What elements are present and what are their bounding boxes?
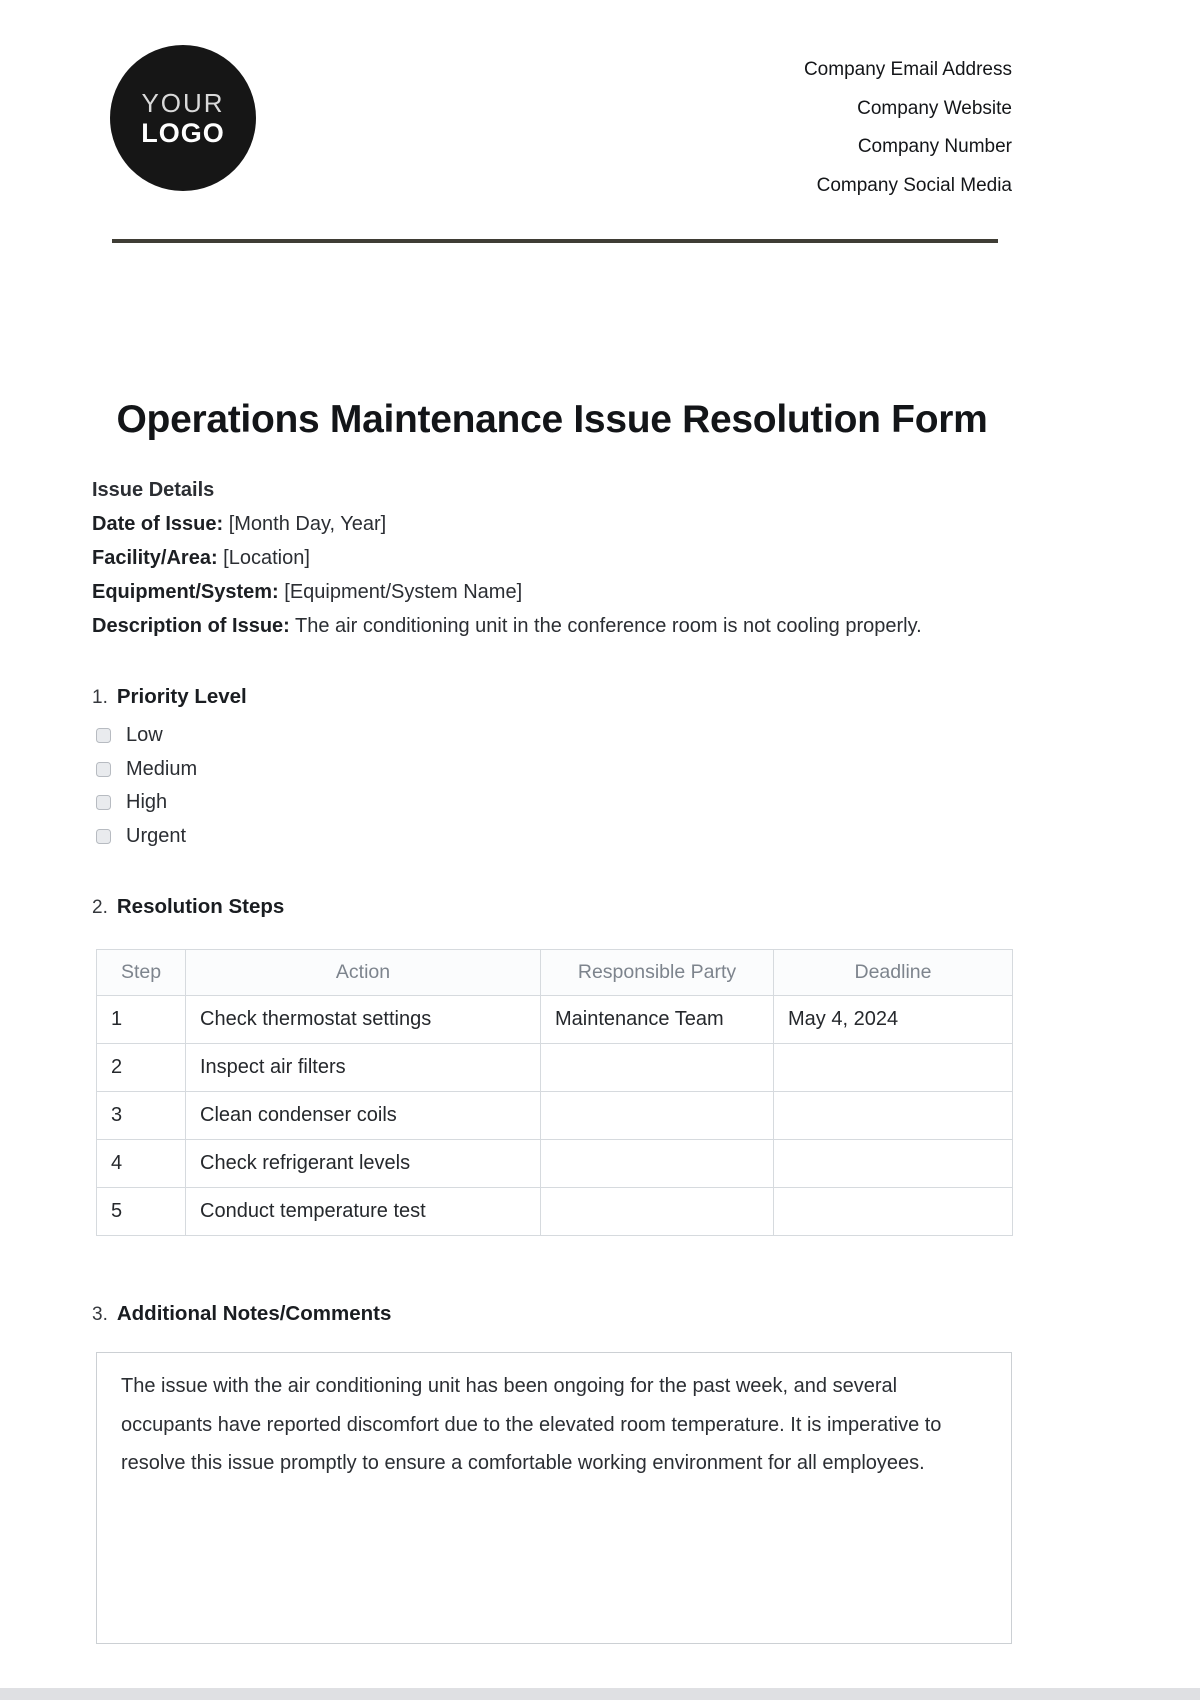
contact-line-number: Company Number xyxy=(857,136,1012,157)
company-contact-info xyxy=(804,51,1012,205)
column-header-responsible-party: Responsible Party xyxy=(541,950,774,996)
header xyxy=(92,0,1012,205)
field-date-of-issue xyxy=(92,507,1012,541)
checkbox-medium-icon[interactable] xyxy=(96,762,111,777)
notes-section-title: Additional Notes/Comments xyxy=(116,1302,392,1325)
additional-notes-section xyxy=(92,1302,1012,1644)
priority-level-heading xyxy=(92,685,1012,709)
resolution-steps-heading xyxy=(92,895,1012,919)
column-header-deadline: Deadline xyxy=(774,950,1013,996)
cell-step: 1 xyxy=(97,996,186,1044)
priority-section-number: 1. xyxy=(92,687,108,708)
field-description-value: The air conditioning unit in the conference room is not cooling properly. xyxy=(295,615,922,637)
column-header-action: Action xyxy=(186,950,541,996)
cell-step: 5 xyxy=(97,1188,186,1236)
field-equipment-value: [Equipment/System Name] xyxy=(284,581,523,603)
checkbox-high-icon[interactable] xyxy=(96,795,111,810)
cell-action: Clean condenser coils xyxy=(186,1092,541,1140)
cell-deadline xyxy=(774,1188,1013,1236)
notes-section-number: 3. xyxy=(92,1304,108,1325)
logo-text-logo: LOGO xyxy=(141,118,225,148)
priority-option-low-label: Low xyxy=(126,724,163,747)
cell-responsible-party xyxy=(541,1092,774,1140)
resolution-section-number: 2. xyxy=(92,897,108,918)
priority-option-high[interactable] xyxy=(92,786,1012,820)
cell-action: Check thermostat settings xyxy=(186,996,541,1044)
contact-line-email: Company Email Address xyxy=(803,59,1012,80)
checkbox-urgent-icon[interactable] xyxy=(96,829,111,844)
cell-action: Inspect air filters xyxy=(186,1044,541,1092)
resolution-steps-section xyxy=(92,895,1012,1236)
priority-options xyxy=(92,719,1012,853)
priority-section-title: Priority Level xyxy=(116,685,247,708)
field-date-value: [Month Day, Year] xyxy=(228,513,387,535)
cell-step: 2 xyxy=(97,1044,186,1092)
field-facility-label: Facility/Area: xyxy=(92,547,218,569)
contact-line-website: Company Website xyxy=(857,97,1012,119)
field-equipment-label: Equipment/System: xyxy=(92,581,279,603)
cell-deadline: May 4, 2024 xyxy=(774,996,1013,1044)
cell-step: 4 xyxy=(97,1140,186,1188)
cell-responsible-party xyxy=(541,1044,774,1092)
notes-text-area[interactable]: The issue with the air conditioning unit has been ongoing for the past week, and several occupants have reported discomfort due to the elevated room temperature. It is imperative to resolve this issue promptly to ensure a comfortable working environment for all employees. xyxy=(96,1352,1012,1644)
cell-responsible-party: Maintenance Team xyxy=(541,996,774,1044)
company-logo xyxy=(110,45,256,191)
header-divider xyxy=(112,239,998,243)
table-row xyxy=(97,1188,1013,1236)
table-row xyxy=(97,1092,1013,1140)
cell-action: Conduct temperature test xyxy=(186,1188,541,1236)
field-facility-area xyxy=(92,541,1012,575)
table-row xyxy=(97,1140,1013,1188)
resolution-steps-table xyxy=(96,949,1013,1236)
checkbox-low-icon[interactable] xyxy=(96,728,111,743)
additional-notes-heading xyxy=(92,1302,1012,1326)
cell-deadline xyxy=(774,1092,1013,1140)
field-description xyxy=(92,609,1012,643)
cell-deadline xyxy=(774,1044,1013,1092)
issue-details-section xyxy=(92,473,1012,643)
priority-option-medium-label: Medium xyxy=(126,757,198,780)
table-row xyxy=(97,996,1013,1044)
priority-option-low[interactable] xyxy=(92,719,1012,753)
field-facility-value: [Location] xyxy=(223,547,310,569)
cell-deadline xyxy=(774,1140,1013,1188)
page-bottom-background xyxy=(0,1688,1200,1700)
priority-option-urgent-label: Urgent xyxy=(126,824,187,847)
form-title: Operations Maintenance Issue Resolution Form xyxy=(116,398,988,441)
resolution-section-title: Resolution Steps xyxy=(116,895,285,918)
priority-level-section xyxy=(92,685,1012,853)
table-row xyxy=(97,1044,1013,1092)
cell-responsible-party xyxy=(541,1188,774,1236)
field-description-label: Description of Issue: xyxy=(92,615,290,637)
issue-details-heading: Issue Details xyxy=(92,479,215,501)
logo-text-your: YOUR xyxy=(141,88,225,118)
priority-option-high-label: High xyxy=(126,791,168,814)
priority-option-urgent[interactable] xyxy=(92,820,1012,854)
field-date-label: Date of Issue: xyxy=(92,513,224,535)
cell-responsible-party xyxy=(541,1140,774,1188)
priority-option-medium[interactable] xyxy=(92,753,1012,787)
cell-action: Check refrigerant levels xyxy=(186,1140,541,1188)
table-header-row xyxy=(97,950,1013,996)
contact-line-social: Company Social Media xyxy=(816,174,1012,196)
cell-step: 3 xyxy=(97,1092,186,1140)
field-equipment-system xyxy=(92,575,1012,609)
column-header-step: Step xyxy=(97,950,186,996)
